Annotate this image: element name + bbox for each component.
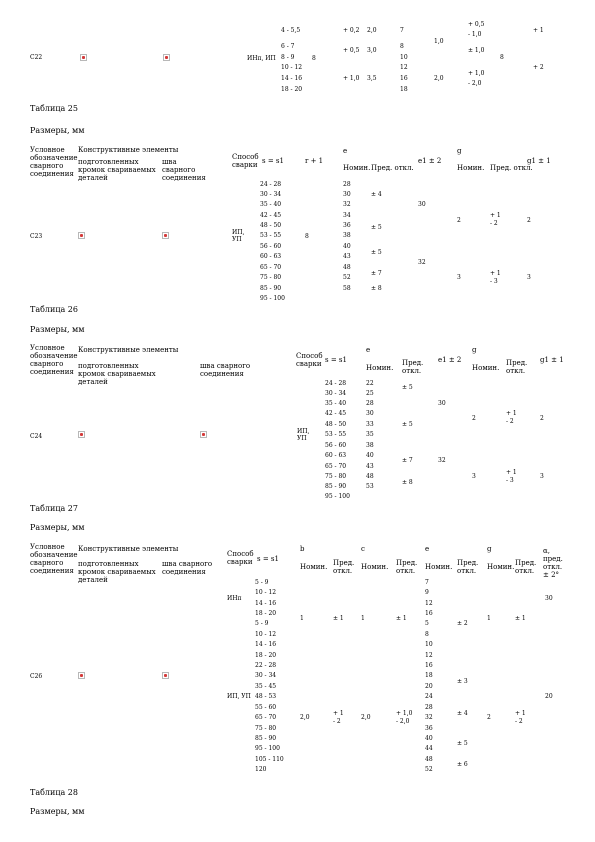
header-e: e: [425, 545, 430, 553]
e-nominal: 36: [425, 725, 433, 732]
e-deviation: ± 4: [371, 191, 382, 198]
header-g-dev: Пред. откл.: [490, 164, 533, 172]
header-c-nom: Номин.: [361, 563, 389, 571]
g1-value: 2: [527, 217, 531, 224]
s-range: 56 - 60: [325, 442, 347, 449]
header-nom: Номин.: [343, 164, 371, 172]
s-range: 75 - 80: [325, 473, 347, 480]
e-nominal: 53: [366, 483, 374, 490]
c-nominal: 2,0: [361, 714, 371, 721]
e-nominal: 20: [425, 683, 433, 690]
e-nominal: 52: [343, 274, 351, 281]
e-nominal: 38: [343, 232, 351, 239]
tolerance: + 1,0: [343, 75, 360, 82]
header-e: e: [343, 147, 348, 155]
e-nominal: 10: [425, 641, 433, 648]
header-g: g: [457, 147, 462, 155]
s-range: 75 - 80: [255, 725, 277, 732]
header-elements: Конструктивные элементы: [78, 346, 179, 354]
joint-code: С26: [30, 673, 43, 680]
header-g-nom: Номин.: [487, 563, 515, 571]
e-deviation: ± 5: [402, 421, 413, 428]
welding-method: ИП, УП: [297, 428, 310, 442]
e1-value: 1,0: [434, 38, 444, 45]
e1-value: 30: [438, 400, 446, 407]
e-nominal: 38: [366, 442, 374, 449]
r-value: 8: [305, 233, 309, 240]
s-range: 14 - 16: [255, 641, 277, 648]
g-deviation: ± 1: [515, 615, 526, 622]
tolerance: + 0,2: [343, 27, 360, 34]
joint-code: С24: [30, 433, 43, 440]
g1-value: + 2: [533, 64, 544, 71]
b-range: 18 - 20: [281, 86, 303, 93]
e-nominal: 52: [425, 766, 433, 773]
g-tolerance: - 1,0: [468, 31, 482, 38]
g-tolerance: ± 1,0: [468, 47, 485, 54]
s-range: 30 - 34: [325, 390, 347, 397]
s-range: 95 - 100: [255, 745, 280, 752]
s-range: 85 - 90: [260, 285, 282, 292]
e-nominal: 28: [425, 704, 433, 711]
prepared-edges-image-icon: [78, 431, 85, 438]
e1-value: 32: [438, 457, 446, 464]
s-range: 35 - 40: [325, 400, 347, 407]
g-deviation: - 3: [506, 477, 514, 484]
weld-joint-image-icon: [200, 431, 207, 438]
e-nominal: 36: [343, 222, 351, 229]
s-range: 60 - 63: [260, 253, 282, 260]
prepared-edges-image-icon: [80, 54, 87, 61]
header-g-nom: Номин.: [472, 364, 500, 372]
e-value: 18: [400, 86, 408, 93]
s-range: 24 - 28: [260, 181, 282, 188]
g1-value: 3: [527, 274, 531, 281]
e-nominal: 12: [425, 652, 433, 659]
b-range: 14 - 16: [281, 75, 303, 82]
s-range: 120: [255, 766, 267, 773]
header-joint: шва сварного соединения: [200, 362, 251, 378]
s-range: 85 - 90: [325, 483, 347, 490]
value: 3,5: [367, 75, 377, 82]
s-range: 48 - 50: [325, 421, 347, 428]
s-range: 24 - 28: [325, 380, 347, 387]
weld-joint-image-icon: [162, 232, 169, 239]
g-nominal: 1: [487, 615, 491, 622]
e-nominal: 7: [425, 579, 429, 586]
header-elements: Конструктивные элементы: [78, 545, 179, 553]
g-tolerance: + 0,5: [468, 21, 485, 28]
e-nominal: 32: [425, 714, 433, 721]
welding-method: ИП, УП: [232, 229, 245, 243]
s-range: 30 - 34: [260, 191, 282, 198]
value: 3,0: [367, 47, 377, 54]
header-dev: Пред. откл.: [371, 164, 414, 172]
welding-method: ИП, УП: [227, 693, 251, 700]
header-prepared: подготовленных кромок свариваемых деталей: [78, 560, 156, 584]
c-deviation: - 2,0: [396, 718, 410, 725]
s-range: 85 - 90: [255, 735, 277, 742]
header-prepared: подготовленных кромок свариваемых деталей: [78, 362, 156, 386]
s-range: 53 - 55: [260, 232, 282, 239]
e-nominal: 16: [425, 610, 433, 617]
s-range: 55 - 60: [255, 704, 277, 711]
b-nominal: 1: [300, 615, 304, 622]
s-range: 105 - 110: [255, 756, 284, 763]
s-range: 95 - 100: [260, 295, 285, 302]
e-deviation: ± 4: [457, 710, 468, 717]
g-nominal: 3: [472, 473, 476, 480]
g-nominal: 2: [472, 415, 476, 422]
header-g1: g1 ± 1: [527, 157, 551, 165]
g-nominal: 2: [487, 714, 491, 721]
c-deviation: ± 1: [396, 615, 407, 622]
e-nominal: 8: [425, 631, 429, 638]
s-range: 22 - 28: [255, 662, 277, 669]
g-deviation: - 2: [515, 718, 523, 725]
s-range: 95 - 100: [325, 493, 350, 500]
e-nominal: 48: [425, 756, 433, 763]
s-range: 42 - 45: [325, 410, 347, 417]
e-deviation: ± 5: [371, 249, 382, 256]
s-range: 65 - 70: [260, 264, 282, 271]
e-nominal: 5: [425, 620, 429, 627]
e-value: 8: [400, 43, 404, 50]
table-title: Таблица 28: [30, 788, 78, 797]
e-value: 16: [400, 75, 408, 82]
e-nominal: 28: [343, 181, 351, 188]
table-title: Таблица 26: [30, 305, 78, 314]
header-e-dev: Пред. откл.: [457, 559, 479, 575]
b-nominal: 2,0: [300, 714, 310, 721]
table-title: Таблица 25: [30, 104, 78, 113]
g-deviation: + 1: [506, 469, 517, 476]
g-deviation: + 1: [490, 212, 501, 219]
header-symbol: Условное обозначение сварного соединения: [30, 344, 78, 376]
header-r: r + 1: [305, 157, 324, 165]
b-deviation: + 1: [333, 710, 344, 717]
g-tolerance: + 1,0: [468, 70, 485, 77]
tolerance: + 0,5: [343, 47, 360, 54]
header-dev: Пред. откл.: [402, 359, 424, 375]
e-nominal: 43: [343, 253, 351, 260]
s-range: 18 - 20: [255, 610, 277, 617]
s-range: 35 - 45: [255, 683, 277, 690]
e-nominal: 18: [425, 672, 433, 679]
header-elements: Конструктивные элементы: [78, 146, 179, 154]
header-nom: Номин.: [366, 364, 394, 372]
b-range: 6 - 7: [281, 43, 295, 50]
s-range: 10 - 12: [255, 631, 277, 638]
g1-value: 2: [540, 415, 544, 422]
header-b-dev: Пред. откл.: [333, 559, 355, 575]
e-nominal: 30: [343, 191, 351, 198]
header-e: e: [366, 346, 371, 354]
g-deviation: - 2: [506, 418, 514, 425]
e-deviation: ± 5: [402, 384, 413, 391]
prepared-edges-image-icon: [78, 232, 85, 239]
e-nominal: 9: [425, 589, 429, 596]
e-nominal: 58: [343, 285, 351, 292]
s-range: 35 - 40: [260, 201, 282, 208]
header-joint: шва сварного соединения: [162, 158, 206, 182]
header-g: g: [472, 346, 477, 354]
welding-method: ИНп, ИП: [247, 55, 276, 62]
g-deviation: + 1: [506, 410, 517, 417]
welding-method: ИНп: [227, 595, 242, 602]
s-range: 65 - 70: [255, 714, 277, 721]
g1-value: 3: [540, 473, 544, 480]
header-e1: e1 ± 2: [418, 157, 442, 165]
s-range: 65 - 70: [325, 463, 347, 470]
s-range: 10 - 12: [255, 589, 277, 596]
header-e1: e1 ± 2: [438, 356, 462, 364]
joint-code: С22: [30, 54, 43, 61]
e1-value: 2,0: [434, 75, 444, 82]
e-value: 10: [400, 54, 408, 61]
header-s: s = s1: [257, 555, 279, 563]
value: 2,0: [367, 27, 377, 34]
header-prepared: подготовленных кромок свариваемых деталей: [78, 158, 156, 182]
g-nominal: 3: [457, 274, 461, 281]
b-deviation: - 2: [333, 718, 341, 725]
e-value: 7: [400, 27, 404, 34]
e-nominal: 12: [425, 600, 433, 607]
g1-value: + 1: [533, 27, 544, 34]
g-nominal: 2: [457, 217, 461, 224]
g-deviation: + 1: [515, 710, 526, 717]
e-nominal: 43: [366, 463, 374, 470]
s-range: 48 - 53: [255, 693, 277, 700]
header-e-nom: Номин.: [425, 563, 453, 571]
e-nominal: 40: [366, 452, 374, 459]
b-range: 4 - 5,5: [281, 27, 301, 34]
e-nominal: 24: [425, 693, 433, 700]
e1-value: 32: [418, 259, 426, 266]
e-nominal: 35: [366, 431, 374, 438]
prepared-edges-image-icon: [78, 672, 85, 679]
s-range: 42 - 45: [260, 212, 282, 219]
header-method: Способ сварки: [296, 352, 323, 368]
header-s: s = s1: [325, 356, 347, 364]
header-method: Способ сварки: [232, 153, 259, 169]
header-joint: шва сварного соединения: [162, 560, 213, 576]
s-range: 30 - 34: [255, 672, 277, 679]
e-deviation: ± 8: [371, 285, 382, 292]
e-nominal: 40: [343, 243, 351, 250]
e-deviation: ± 8: [402, 479, 413, 486]
b-deviation: ± 1: [333, 615, 344, 622]
s-range: 5 - 9: [255, 579, 269, 586]
table-units: Размеры, мм: [30, 523, 85, 532]
header-g-dev: Пред. откл.: [506, 359, 528, 375]
header-g1: g1 ± 1: [540, 356, 564, 364]
e-nominal: 44: [425, 745, 433, 752]
alpha-value: 30: [545, 595, 553, 602]
s-range: 60 - 63: [325, 452, 347, 459]
e-deviation: ± 7: [371, 270, 382, 277]
header-b: b: [300, 545, 305, 553]
e-nominal: 28: [366, 400, 374, 407]
table-title: Таблица 27: [30, 504, 78, 513]
e-nominal: 16: [425, 662, 433, 669]
weld-joint-image-icon: [163, 54, 170, 61]
alpha-value: 20: [545, 693, 553, 700]
e-nominal: 48: [366, 473, 374, 480]
e-nominal: 22: [366, 380, 374, 387]
table-units: Размеры, мм: [30, 325, 85, 334]
g-deviation: - 3: [490, 278, 498, 285]
e-nominal: 25: [366, 390, 374, 397]
s-range: 5 - 9: [255, 620, 269, 627]
weld-joint-image-icon: [162, 672, 169, 679]
table-units: Размеры, мм: [30, 126, 85, 135]
e-nominal: 33: [366, 421, 374, 428]
table-units: Размеры, мм: [30, 807, 85, 816]
header-b-nom: Номин.: [300, 563, 328, 571]
e-deviation: ± 2: [457, 620, 468, 627]
e1-value: 30: [418, 201, 426, 208]
g-deviation: - 2: [490, 220, 498, 227]
thickness-value: 8: [312, 55, 316, 62]
e-nominal: 40: [425, 735, 433, 742]
c-deviation: + 1,0: [396, 710, 413, 717]
header-alpha: α, пред. откл. ± 2°: [543, 547, 563, 579]
header-c-dev: Пред. откл.: [396, 559, 418, 575]
header-symbol: Условное обозначение сварного соединения: [30, 543, 78, 575]
e-value: 12: [400, 64, 408, 71]
e-deviation: ± 7: [402, 457, 413, 464]
s-range: 56 - 60: [260, 243, 282, 250]
header-g-dev: Пред. откл.: [515, 559, 537, 575]
e-nominal: 48: [343, 264, 351, 271]
joint-code: С23: [30, 233, 43, 240]
g-value: 8: [500, 54, 504, 61]
e-nominal: 30: [366, 410, 374, 417]
b-range: 10 - 12: [281, 64, 303, 71]
g-deviation: + 1: [490, 270, 501, 277]
header-symbol: Условное обозначение сварного соединения: [30, 146, 78, 178]
e-deviation: ± 3: [457, 678, 468, 685]
s-range: 53 - 55: [325, 431, 347, 438]
header-s: s = s1: [262, 157, 284, 165]
header-g-nom: Номин.: [457, 164, 485, 172]
e-deviation: ± 5: [457, 740, 468, 747]
header-g: g: [487, 545, 492, 553]
b-range: 8 - 9: [281, 54, 295, 61]
c-nominal: 1: [361, 615, 365, 622]
header-method: Способ сварки: [227, 550, 254, 566]
e-deviation: ± 5: [371, 224, 382, 231]
s-range: 48 - 50: [260, 222, 282, 229]
e-deviation: ± 6: [457, 761, 468, 768]
g-tolerance: - 2,0: [468, 80, 482, 87]
s-range: 18 - 20: [255, 652, 277, 659]
e-nominal: 32: [343, 201, 351, 208]
s-range: 75 - 80: [260, 274, 282, 281]
header-c: c: [361, 545, 365, 553]
e-nominal: 34: [343, 212, 351, 219]
s-range: 14 - 16: [255, 600, 277, 607]
